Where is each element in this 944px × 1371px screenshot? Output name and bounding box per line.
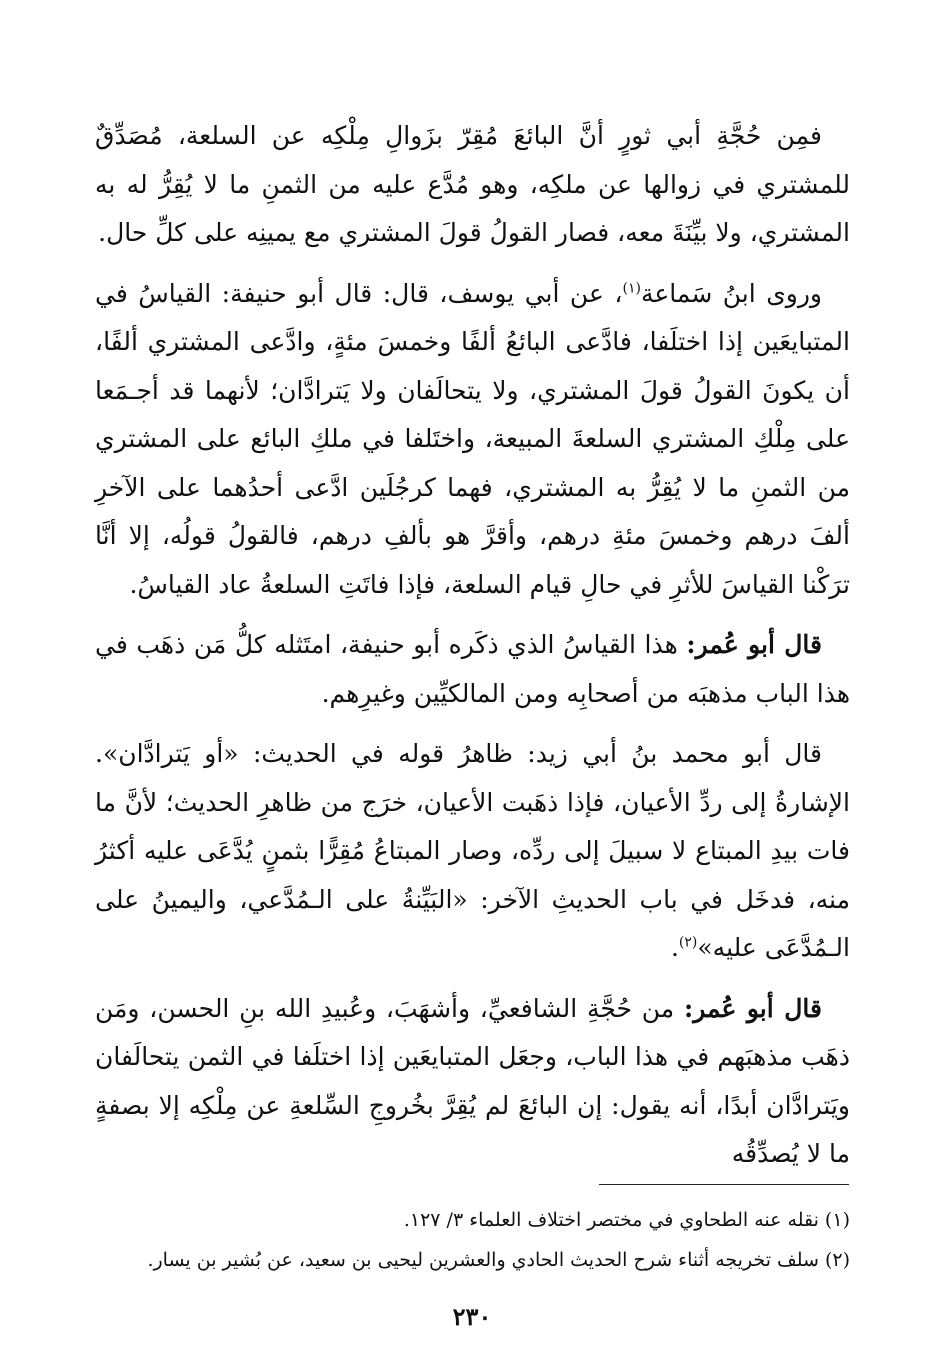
paragraph-2-text: وروى ابنُ سَماعة bbox=[640, 278, 823, 308]
paragraph-1 bbox=[95, 112, 850, 258]
paragraph-2-text-cont: ، عن أبي يوسف، قال: قال أبو حنيفة: القياسُ في المتبايعَين إذا اختلَفا، فادَّعى البائعُ ألفًا وخمسَ مئةٍ، وادَّعى المشتري ألفًا، أن يكونَ القولُ قولَ المشتري، ولا يتحالَفان ولا يَترادَّان؛ لأنهما قد أجـمَعا على مِلْكِ المشتري السلعةَ المبيعة، واختَلفا في ملكِ البائع على المشتري من الثمنِ ما لا يُقِرُّ به المشتري، فهما كرجُلَين ادَّعى أحدُهما على الآخرِ ألفَ درهم وخمسَ مئةِ درهم، وأقرَّ هو بألفِ درهم، فالقولُ قولُه، إلا أنَّا ترَكْنا القياسَ للأثرِ في حالِ قيام السلعة، فإذا فاتَتِ السلعةُ عاد القياسُ. bbox=[95, 278, 850, 599]
paragraph-5-text: من حُجَّةِ الشافعيِّ، وأشهَبَ، وعُبيدِ الله بنِ الحسن، ومَن ذهَب مذهبَهم في هذا الباب، وجعَل المتبايعَين إذا اختلَفا في الثمن يتحالَفان ويَترادَّان أبدًا، أنه يقول: إن البائعَ لم يُقِرَّ بخُروجِ السِّلعةِ عن مِلْكِه إلا بصفةٍ ما لا يُصدِّقُه bbox=[95, 993, 850, 1168]
footnote-1: (١) نقله عنه الطحاوي في مختصر اختلاف العلماء ٣/ ١٢٧. bbox=[403, 1209, 850, 1231]
footnote-2: (٢) سلف تخريجه أثناء شرح الحديث الحادي والعشرين ليحيى بن سعيد، عن بُشير بن يسار. bbox=[147, 1249, 850, 1271]
paragraph-3-speaker: قال أبو عُمر: bbox=[686, 630, 822, 659]
paragraph-5-speaker: قال أبو عُمر: bbox=[683, 993, 822, 1023]
footnote-ref-1: (١) bbox=[622, 280, 641, 297]
paragraph-1-text: فمِن حُجَّةِ أبي ثورٍ أنَّ البائعَ مُقِرّ بزَوالِ مِلْكِه عن السلعة، مُصَدِّقٌ للمشتري في زوالها عن ملكِه، وهو مُدَّع عليه من الثمنِ ما لا يُقِرُّ له به المشتري، ولا بيِّنَةَ معه، فصار القولُ قولَ المشتري مع يمينِه على كلِّ حال. bbox=[95, 121, 850, 247]
paragraph-4-text-cont: . bbox=[670, 933, 679, 962]
main-text bbox=[95, 112, 850, 1191]
paragraph-4-text: قال أبو محمد بنُ أبي زيد: ظاهرُ قوله في الحديث: «أو يَترادَّان». الإشارةُ إلى ردِّ الأعيان، فإذا ذهَبت الأعيان، خرَج من ظاهرِ الحديث؛ لأنَّ ما فات بيدِ المبتاع لا سبيلَ إلى ردِّه، وصار المبتاعُ مُقِرًّا بثمنٍ يُدَّعَى عليه أكثرُ منه، فدخَل في باب الحديثِ الآخر: «البَيِّنةُ على الـمُدَّعي، واليمينُ على الـمُدَّعَى عليه» bbox=[95, 739, 850, 962]
footnotes bbox=[95, 1200, 850, 1280]
paragraph-5 bbox=[95, 985, 850, 1179]
paragraph-2 bbox=[95, 270, 850, 610]
paragraph-3-text: هذا القياسُ الذي ذكَره أبو حنيفة، امتَثله كلُّ مَن ذهَب في هذا الباب مذهبَه من أصحابِه ومن المالكيِّين وغيرِهم. bbox=[95, 630, 850, 708]
paragraph-3 bbox=[95, 621, 850, 718]
paragraph-4 bbox=[95, 730, 850, 973]
footnote-ref-2: (٢) bbox=[678, 934, 698, 951]
page-number: ٢٣٠ bbox=[452, 1302, 492, 1331]
footnote-divider bbox=[599, 1184, 849, 1185]
